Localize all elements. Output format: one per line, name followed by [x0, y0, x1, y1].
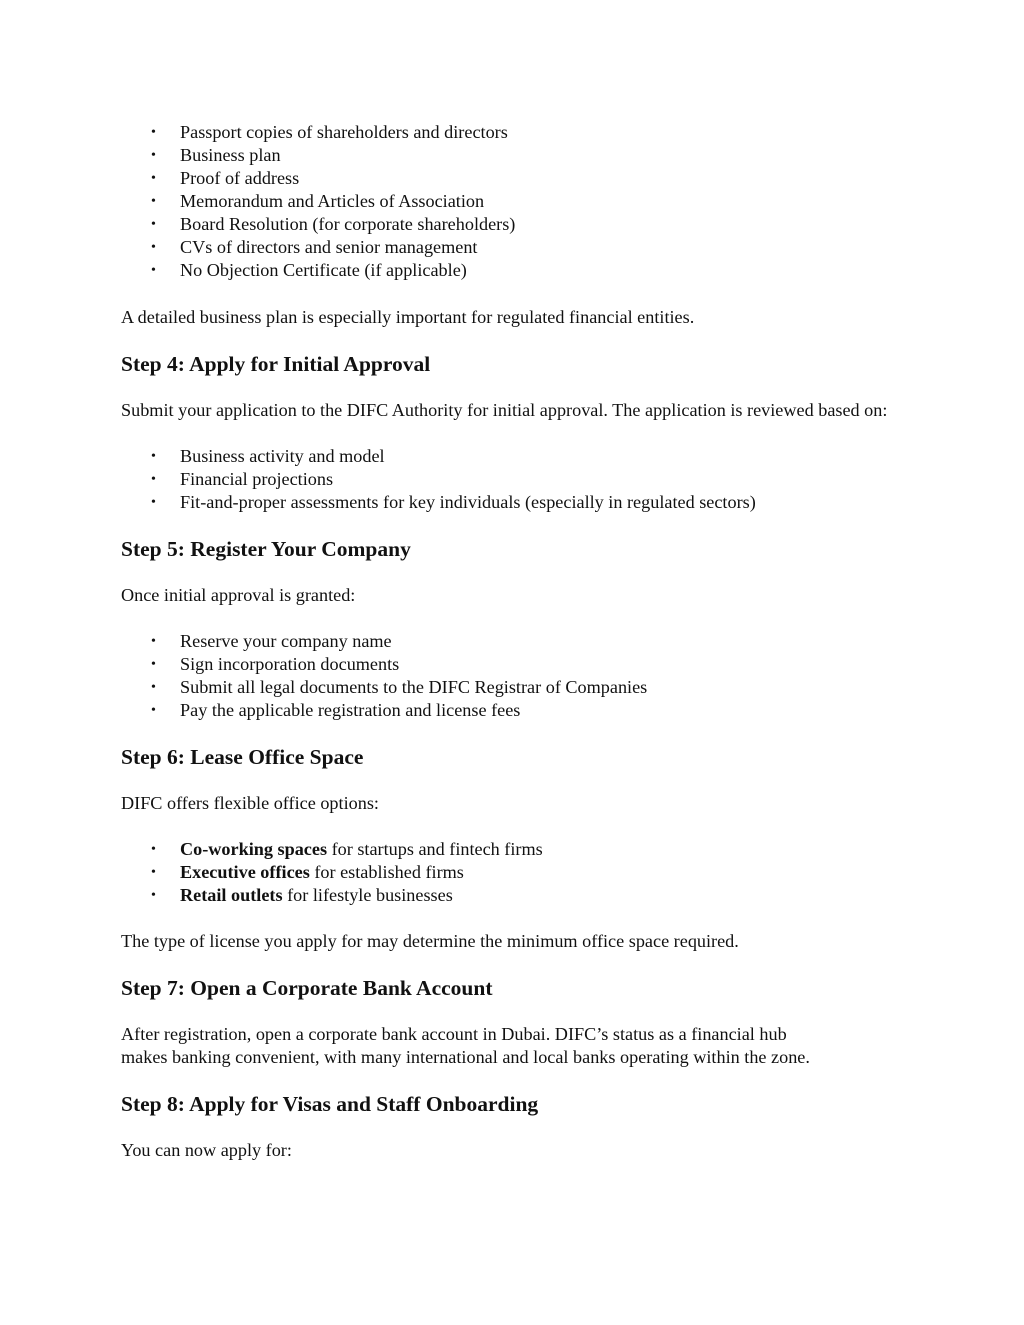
bullet-icon: • — [151, 495, 156, 510]
list-item: • Business activity and model — [151, 446, 385, 466]
bullet-icon: • — [151, 634, 156, 649]
bullet-icon: • — [151, 125, 156, 140]
bullet-icon: • — [151, 217, 156, 232]
bullet-icon: • — [151, 263, 156, 278]
bullet-icon: • — [151, 842, 156, 857]
step-5-heading: Step 5: Register Your Company — [121, 537, 411, 561]
step-4-heading: Step 4: Apply for Initial Approval — [121, 352, 431, 376]
list-item: • Sign incorporation documents — [151, 654, 400, 674]
list-item: • Executive offices for established firms — [151, 862, 464, 882]
business-plan-note: A detailed business plan is especially important for regulated financial entities. — [121, 307, 695, 327]
step-6-heading: Step 6: Lease Office Space — [121, 745, 364, 769]
list-item: • Memorandum and Articles of Association — [151, 191, 485, 211]
bullet-icon: • — [151, 240, 156, 255]
list-item: • No Objection Certificate (if applicable) — [151, 260, 467, 280]
step-7-body — [121, 1023, 901, 1069]
step-6-intro: DIFC offers flexible office options: — [121, 793, 379, 813]
list-item: • Fit-and-proper assessments for key individuals (especially in regulated sectors) — [151, 492, 756, 512]
step-6-list — [121, 838, 901, 907]
list-item: • Board Resolution (for corporate shareholders) — [151, 214, 516, 234]
list-item: • Financial projections — [151, 469, 334, 489]
list-item: • CVs of directors and senior management — [151, 237, 478, 257]
step-4-list — [121, 445, 901, 514]
bullet-icon: • — [151, 865, 156, 880]
bullet-icon: • — [151, 449, 156, 464]
step-5-intro: Once initial approval is granted: — [121, 585, 356, 605]
list-item: • Retail outlets for lifestyle businesses — [151, 885, 453, 905]
bullet-icon: • — [151, 888, 156, 903]
bullet-icon: • — [151, 171, 156, 186]
step-8-heading: Step 8: Apply for Visas and Staff Onboarding — [121, 1092, 539, 1116]
step-5-list — [121, 630, 901, 722]
list-item: • Passport copies of shareholders and directors — [151, 122, 508, 142]
step-6-note: The type of license you apply for may determine the minimum office space required. — [121, 931, 739, 951]
step-8-intro: You can now apply for: — [121, 1140, 292, 1160]
document-page — [121, 120, 901, 1162]
bullet-icon: • — [151, 680, 156, 695]
bullet-icon: • — [151, 657, 156, 672]
list-item: • Proof of address — [151, 168, 300, 188]
step-7-heading: Step 7: Open a Corporate Bank Account — [121, 976, 493, 1000]
bullet-icon: • — [151, 472, 156, 487]
step-7-body-line-1: After registration, open a corporate bank account in Dubai. DIFC’s status as a financial hub — [121, 1024, 787, 1044]
list-item: • Co-working spaces for startups and fintech firms — [151, 839, 543, 859]
required-documents-list — [121, 121, 901, 282]
step-4-intro: Submit your application to the DIFC Authority for initial approval. The application is reviewed based on: — [121, 400, 888, 420]
list-item: • Pay the applicable registration and license fees — [151, 700, 521, 720]
list-item: • Business plan — [151, 145, 281, 165]
list-item: • Reserve your company name — [151, 631, 392, 651]
bullet-icon: • — [151, 703, 156, 718]
bullet-icon: • — [151, 194, 156, 209]
list-item: • Submit all legal documents to the DIFC Registrar of Companies — [151, 677, 648, 697]
step-7-body-line-2: makes banking convenient, with many international and local banks operating within the zone. — [121, 1047, 810, 1067]
bullet-icon: • — [151, 148, 156, 163]
